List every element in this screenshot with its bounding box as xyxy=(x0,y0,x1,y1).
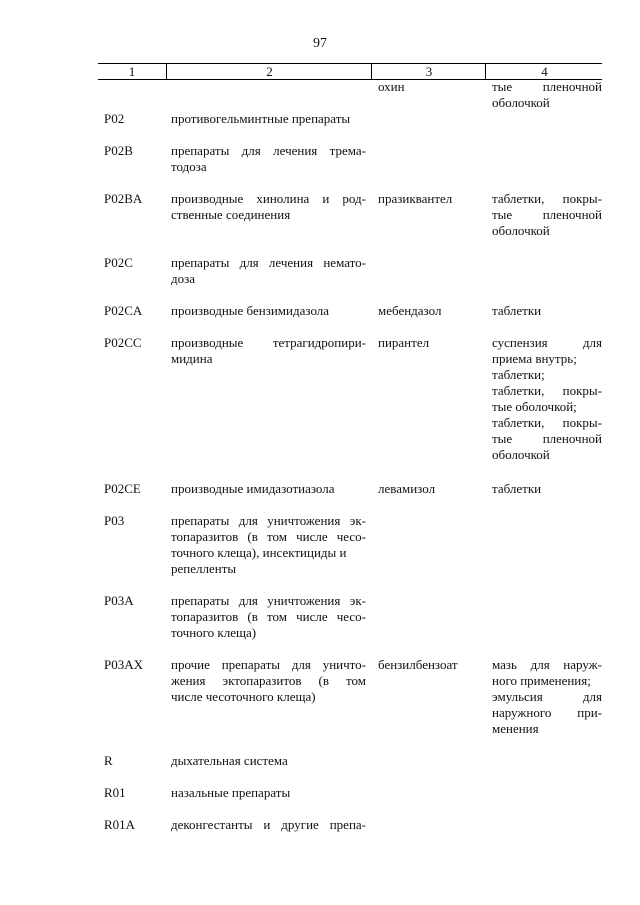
group-name-line: деконгестанты и другие препа- xyxy=(171,817,366,832)
dosage-form-line: тые оболочкой; xyxy=(492,399,577,414)
dosage-form-line: мазь для наруж- xyxy=(492,657,602,672)
column-header-2: 2 xyxy=(166,64,372,79)
group-name xyxy=(171,481,366,497)
group-name-line: прочие препараты для уничто- xyxy=(171,657,366,672)
dosage-form xyxy=(492,303,602,319)
dosage-form-line: приема внутрь; xyxy=(492,351,577,366)
column-header-1: 1 xyxy=(128,64,136,79)
drug-name-line: левамизол xyxy=(378,481,436,496)
group-name-line: препараты для уничтожения эк- xyxy=(171,513,366,528)
drug-name xyxy=(378,335,483,351)
group-name xyxy=(171,817,366,833)
atc-code: R01 xyxy=(104,785,126,800)
group-name-line: назальные препараты xyxy=(171,785,291,800)
column-header-3: 3 xyxy=(371,64,486,79)
dosage-form-line: таблетки xyxy=(492,303,542,318)
atc-code: P02 xyxy=(104,111,125,126)
drug-name xyxy=(378,191,483,207)
atc-code: P02CA xyxy=(104,303,143,318)
group-name-line: репелленты xyxy=(171,561,237,576)
table-header xyxy=(98,63,602,80)
dosage-form-line: таблетки xyxy=(492,481,542,496)
group-name-line: доза xyxy=(171,271,196,286)
group-name-line: производные имидазотиазола xyxy=(171,481,335,496)
group-name-line: препараты для лечения трема- xyxy=(171,143,366,158)
drug-name-line: бензилбензоат xyxy=(378,657,458,672)
group-name-line: препараты для уничтожения эк- xyxy=(171,593,366,608)
group-name xyxy=(171,143,366,175)
dosage-form-line: эмульсия для xyxy=(492,689,602,704)
atc-code: P02C xyxy=(104,255,133,270)
dosage-form-line: таблетки, покры- xyxy=(492,415,602,430)
atc-code: P02B xyxy=(104,143,133,158)
atc-code: R xyxy=(104,753,113,768)
dosage-form xyxy=(492,191,602,239)
drug-name-line: охин xyxy=(378,79,405,94)
group-name xyxy=(171,593,366,641)
group-name xyxy=(171,111,366,127)
dosage-form xyxy=(492,79,602,111)
group-name-line: ственные соединения xyxy=(171,207,291,222)
group-name-line: мидина xyxy=(171,351,213,366)
dosage-form-line: оболочкой xyxy=(492,447,550,462)
dosage-form-line: тые пленочной xyxy=(492,79,602,94)
dosage-form-line: наружного при- xyxy=(492,705,602,720)
dosage-form xyxy=(492,481,602,497)
dosage-form-line: оболочкой xyxy=(492,95,550,110)
dosage-form-line: оболочкой xyxy=(492,223,550,238)
group-name-line: топаразитов (в том числе чесо- xyxy=(171,609,366,624)
page-number: 97 xyxy=(313,36,327,51)
dosage-form-line: таблетки, покры- xyxy=(492,191,602,206)
group-name-line: топаразитов (в том числе чесо- xyxy=(171,529,366,544)
group-name xyxy=(171,335,366,367)
group-name xyxy=(171,513,366,577)
group-name-line: препараты для лечения немато- xyxy=(171,255,366,270)
group-name xyxy=(171,785,366,801)
dosage-form-line: таблетки; xyxy=(492,367,545,382)
atc-code: P02CC xyxy=(104,335,142,350)
drug-name-line: пирантел xyxy=(378,335,430,350)
atc-code: P02BA xyxy=(104,191,143,206)
drug-name xyxy=(378,79,483,95)
group-name-line: числе чесоточного клеща) xyxy=(171,689,316,704)
group-name-line: производные бензимидазола xyxy=(171,303,330,318)
dosage-form xyxy=(492,335,602,463)
dosage-form-line: менения xyxy=(492,721,539,736)
atc-code: P03A xyxy=(104,593,134,608)
group-name-line: противогельминтные препараты xyxy=(171,111,351,126)
group-name xyxy=(171,303,366,319)
column-header-4: 4 xyxy=(485,64,603,79)
dosage-form-line: таблетки, покры- xyxy=(492,383,602,398)
group-name-line: точного клеща), инсектициды и xyxy=(171,545,347,560)
drug-name xyxy=(378,657,483,673)
atc-code: P02CE xyxy=(104,481,141,496)
group-name xyxy=(171,255,366,287)
group-name xyxy=(171,191,366,223)
dosage-form-line: ного применения; xyxy=(492,673,591,688)
dosage-form-line: тые пленочной xyxy=(492,207,602,222)
group-name xyxy=(171,657,366,705)
group-name-line: производные хинолина и род- xyxy=(171,191,366,206)
group-name xyxy=(171,753,366,769)
drug-name xyxy=(378,303,483,319)
atc-code: R01A xyxy=(104,817,136,832)
group-name-line: тодоза xyxy=(171,159,207,174)
drug-name-line: мебендазол xyxy=(378,303,442,318)
dosage-form xyxy=(492,657,602,737)
drug-name-line: празиквантел xyxy=(378,191,453,206)
group-name-line: дыхательная система xyxy=(171,753,288,768)
drug-name xyxy=(378,481,483,497)
dosage-form-line: тые пленочной xyxy=(492,431,602,446)
group-name-line: производные тетрагидропири- xyxy=(171,335,366,350)
dosage-form-line: суспензия для xyxy=(492,335,602,350)
atc-code: P03 xyxy=(104,513,125,528)
atc-code: P03AX xyxy=(104,657,144,672)
group-name-line: точного клеща) xyxy=(171,625,257,640)
group-name-line: жения эктопаразитов (в том xyxy=(171,673,366,688)
